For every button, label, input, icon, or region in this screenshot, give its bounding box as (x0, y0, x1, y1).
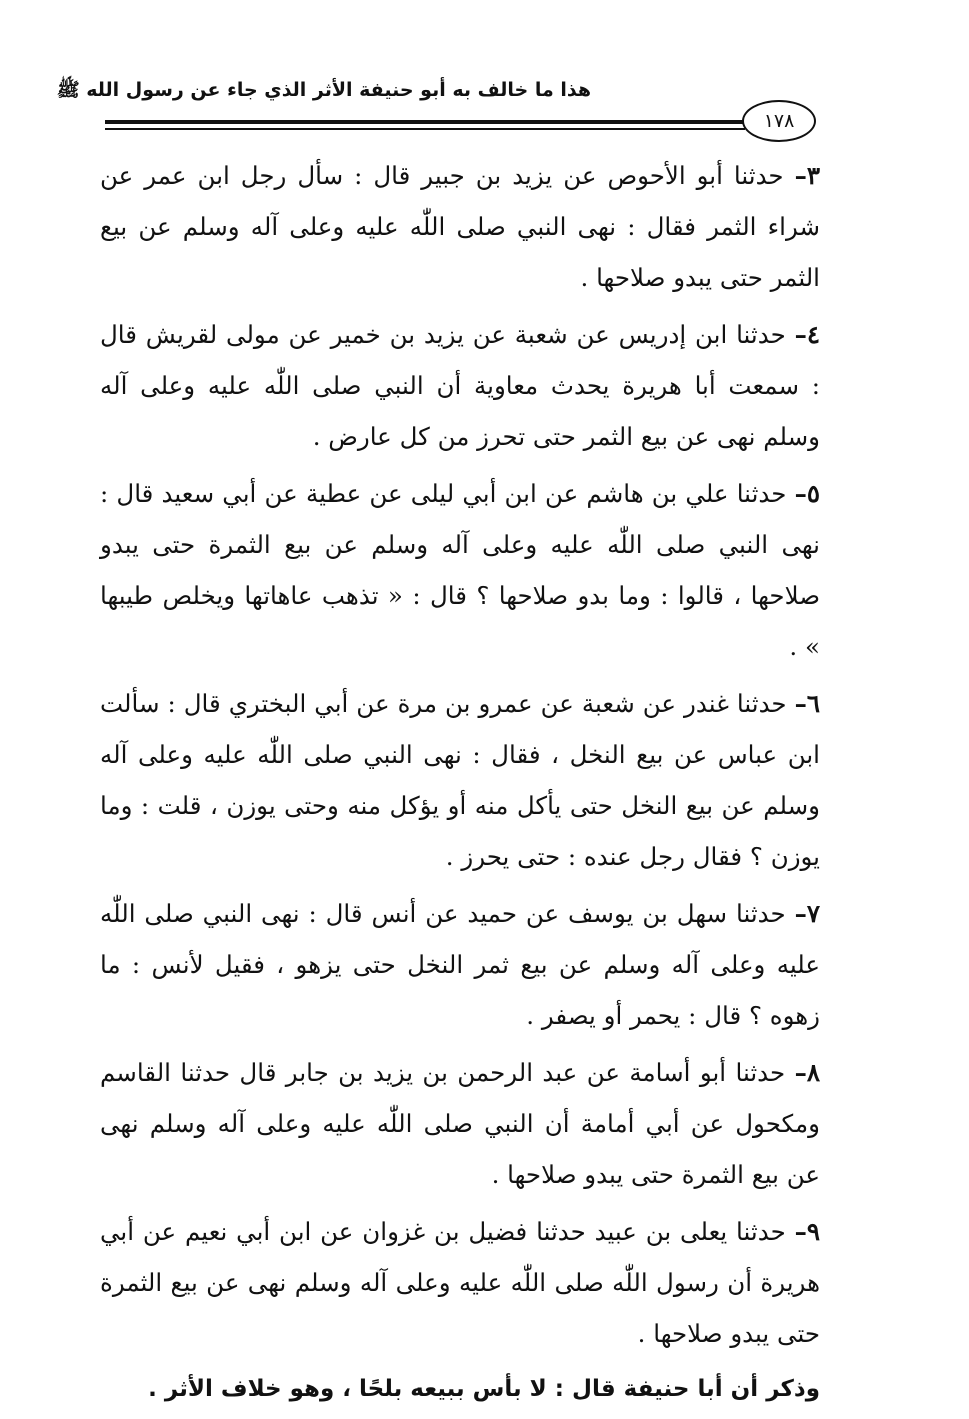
hadith-text: حدثنا علي بن هاشم عن ابن أبي ليلى عن عطية عن أبي سعيد قال : نهى النبي صلى اللّٰه عليه وعلى آله وسلم عن بيع الثمرة حتى يبدو صلاحها ، قالوا : وما بدو صلاحها ؟ قال : « تذهب عاهاتها ويخلص طيبها » . (100, 479, 820, 661)
hadith-number: ٦– (794, 689, 820, 718)
hadith-text: حدثنا يعلى بن عبيد حدثنا فضيل بن غزوان عن ابن أبي نعيم عن أبي هريرة أن رسول اللّٰه صلى اللّٰه عليه وعلى آله وسلم نهى عن بيع الثمرة حتى يبدو صلاحها . (100, 1217, 820, 1348)
hadith-paragraph-7 (100, 888, 820, 1041)
hadith-number: ٩– (794, 1217, 820, 1246)
hadith-number: ٥– (794, 479, 820, 508)
hadith-text: حدثنا سهل بن يوسف عن حميد عن أنس قال : نهى النبي صلى اللّٰه عليه وعلى آله وسلم عن بيع ثمر النخل حتى يزهو ، فقيل لأنس : ما زهوه ؟ قال : يحمر أو يصفر . (100, 899, 820, 1030)
hadith-number: ٣– (794, 161, 821, 190)
hadith-number: ٨– (794, 1058, 821, 1087)
hadith-number: ٤– (794, 320, 820, 349)
page-number: ١٧٨ (742, 100, 816, 142)
hadith-text: حدثنا أبو الأحوص عن يزيد بن جبير قال : سأل رجل ابن عمر عن شراء الثمر فقال : نهى النبي صلى اللّٰه عليه وعلى آله وسلم عن بيع الثمر حتى يبدو صلاحها . (100, 161, 820, 292)
hadith-text: حدثنا غندر عن شعبة عن عمرو بن مرة عن أبي البختري قال : سألت ابن عباس عن بيع النخل ، فقال : نهى النبي صلى اللّٰه عليه وعلى آله وسلم عن بيع النخل حتى يأكل منه أو يؤكل منه وحتى يوزن ، قلت : وما يوزن ؟ فقال رجل عنده : حتى يحرز . (100, 689, 820, 871)
hadith-text: حدثنا أبو أسامة عن عبد الرحمن بن يزيد بن جابر قال حدثنا القاسم ومكحول عن أبي أمامة أن النبي صلى اللّٰه عليه وعلى آله وسلم نهى عن بيع الثمرة حتى يبدو صلاحها . (100, 1058, 820, 1189)
page-body (100, 150, 820, 1419)
header-rule-thick (105, 120, 745, 124)
hadith-paragraph-4 (100, 309, 820, 462)
hadith-number: ٧– (794, 899, 820, 928)
hadith-paragraph-6 (100, 678, 820, 882)
closing-remark: وذكر أن أبا حنيفة قال : لا بأس ببيعه بلحًا ، وهو خلاف الأثر . (148, 1376, 820, 1402)
hadith-paragraph-9 (100, 1206, 820, 1359)
hadith-paragraph-3 (100, 150, 820, 303)
hadith-paragraph-5 (100, 468, 820, 672)
header-rule-thin (105, 128, 745, 130)
hadith-text: حدثنا ابن إدريس عن شعبة عن يزيد بن خمير عن مولى لقريش قال : سمعت أبا هريرة يحدث معاوية أن النبي صلى اللّٰه عليه وعلى آله وسلم نهى عن بيع الثمر حتى تحرز من كل عارض . (100, 320, 820, 451)
hadith-paragraph-8 (100, 1047, 820, 1200)
running-title: هذا ما خالف به أبو حنيفة الأثر الذي جاء عن رسول الله ﷺ (56, 79, 591, 101)
